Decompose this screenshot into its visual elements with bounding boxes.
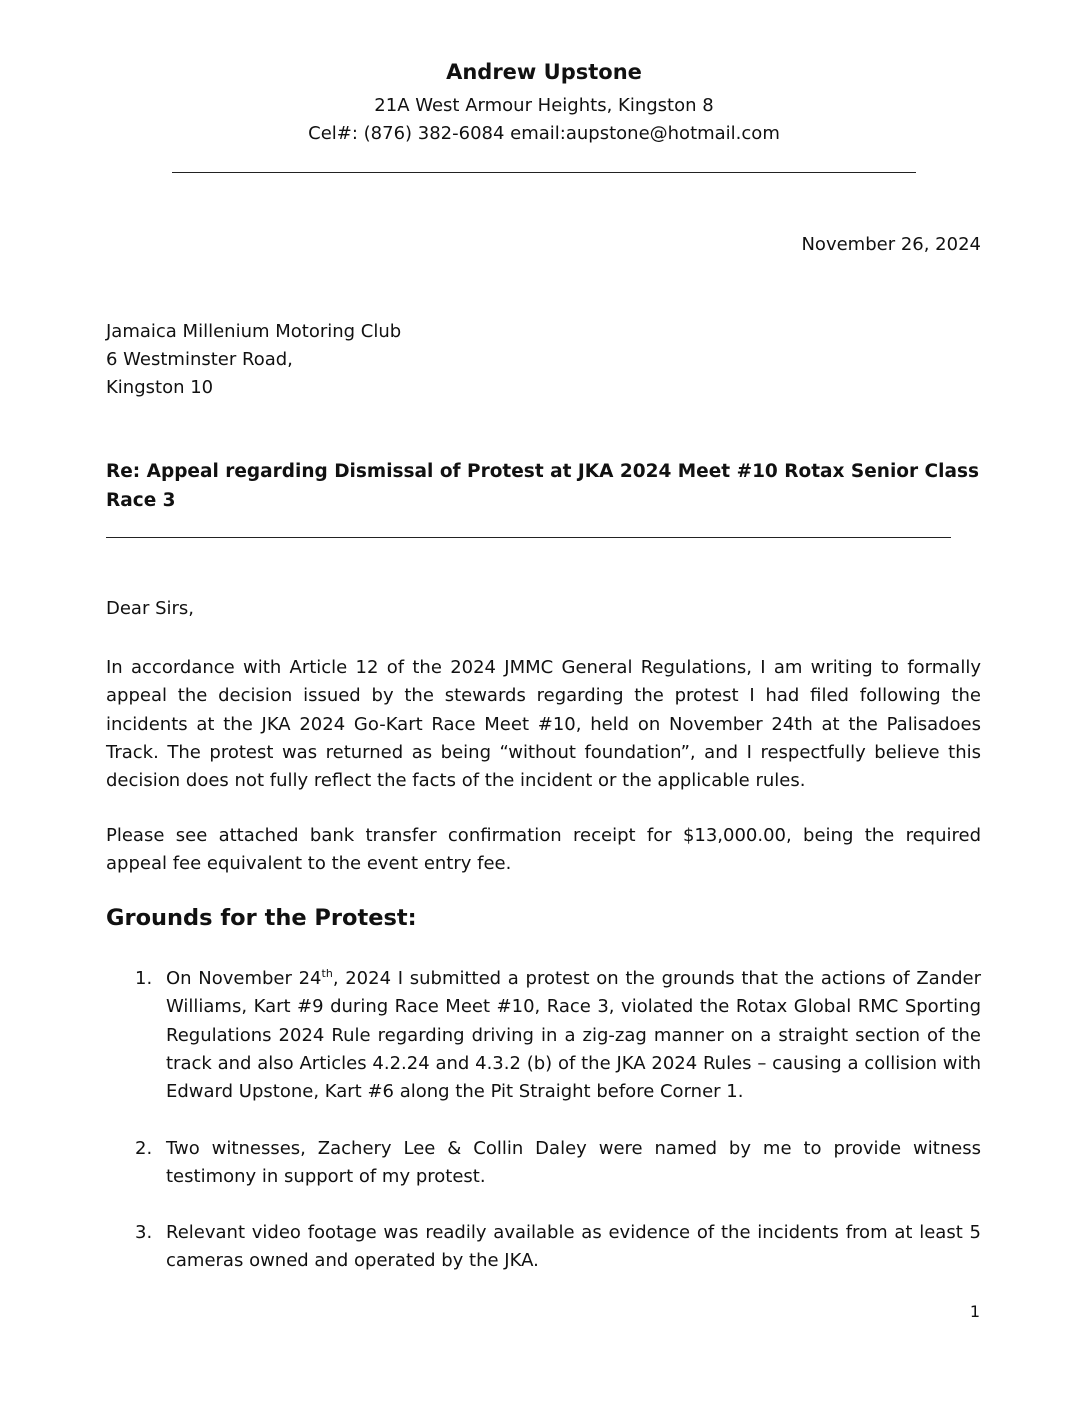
list-item-number: 1.	[135, 968, 153, 989]
subject-line: Re: Appeal regarding Dismissal of Protest at JKA 2024 Meet #10 Rotax Senior Class Race 3	[106, 461, 979, 511]
list-item-text: Relevant video footage was readily available as evidence of the incidents from at least 5 cameras owned and operated by the JKA.	[166, 1222, 981, 1272]
ordinal-suffix: th	[321, 967, 333, 980]
list-item-number: 3.	[135, 1222, 153, 1243]
body-paragraph: Please see attached bank transfer confirmation receipt for $13,000.00, being the required appeal fee equivalent to the event entry fee.	[106, 825, 981, 875]
sender-contact: Cel#: (876) 382-6084 email:aupstone@hotmail.com	[308, 123, 780, 144]
salutation: Dear Sirs,	[106, 598, 195, 619]
letterhead-divider	[172, 172, 916, 173]
subject-divider	[106, 537, 951, 538]
list-item-text-part: , 2024 I submitted a protest on the grounds that the actions of Zander Williams, Kart #9 during Race Meet #10, Race 3, violated the Rotax Global RMC Sporting Regulations 2024 Rule regarding driving in a zig-zag manner on a straight section of the track and also Articles 4.2.24 and 4.3.2 (b) of the JKA 2024 Rules – causing a collision with Edward Upstone, Kart #6 along the Pit Straight before Corner 1.	[166, 968, 982, 1103]
list-item-text: Two witnesses, Zachery Lee & Collin Daley were named by me to provide witness testimony in support of my protest.	[166, 1138, 981, 1188]
section-heading: Grounds for the Protest:	[106, 905, 417, 931]
page-number: 1	[969, 1302, 980, 1321]
list-item-text	[166, 965, 981, 1106]
letter-date: November 26, 2024	[801, 234, 981, 255]
recipient-address	[106, 318, 401, 402]
sender-address: 21A West Armour Heights, Kingston 8	[374, 95, 714, 116]
recipient-line: 6 Westminster Road,	[106, 349, 293, 370]
recipient-line: Jamaica Millenium Motoring Club	[106, 321, 402, 342]
body-paragraph: In accordance with Article 12 of the 2024 JMMC General Regulations, I am writing to formally appeal the decision issued by the stewards regarding the protest I had filed following the incidents at the JKA 2024 Go-Kart Race Meet #10, held on November 24th at the Palisadoes Track. The protest was returned as being “without foundation”, and I respectfully believe this decision does not fully reflect the facts of the incident or the applicable rules.	[106, 657, 981, 792]
recipient-line: Kingston 10	[106, 377, 214, 398]
list-item-text-part: On November 24	[166, 968, 322, 989]
list-item-number: 2.	[135, 1138, 153, 1159]
sender-name: Andrew Upstone	[446, 60, 642, 84]
